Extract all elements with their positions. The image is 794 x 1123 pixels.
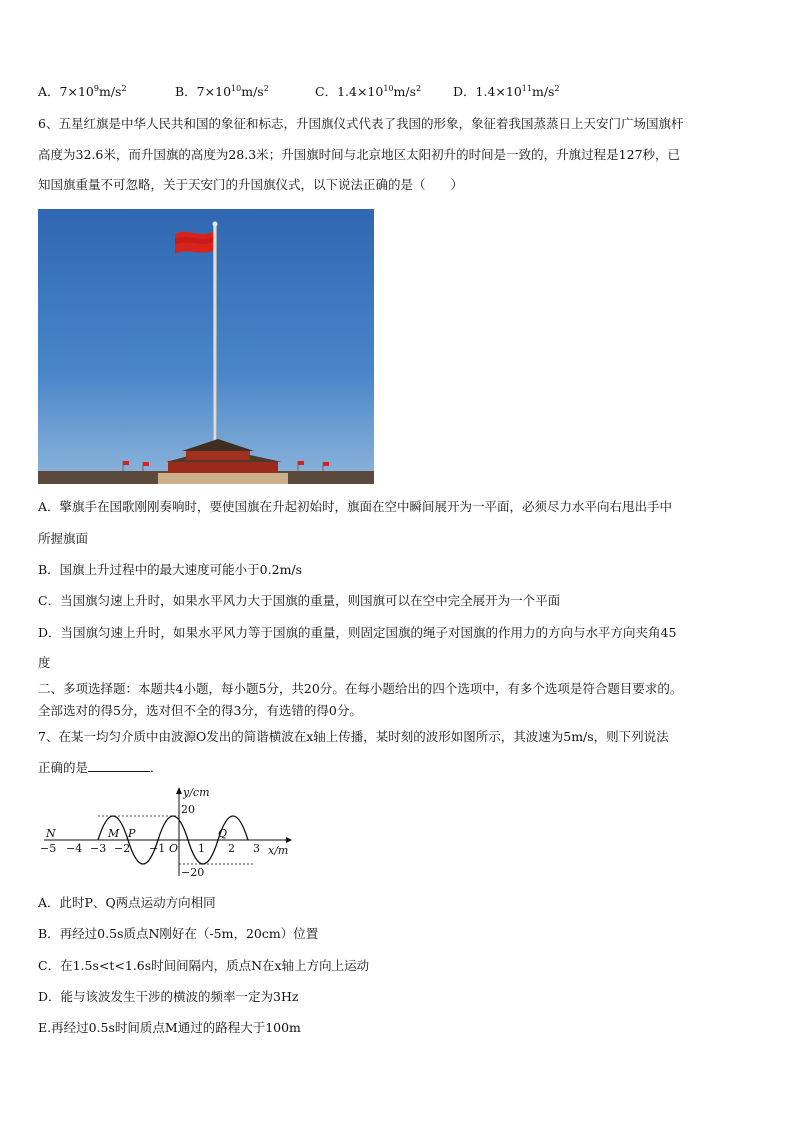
q7-option-b: B．再经过0.5s质点N刚好在（-5m，20cm）位置: [38, 926, 319, 941]
y-tick-bottom: −20: [181, 866, 205, 879]
x-tick: −1: [149, 842, 166, 855]
x-tick: 1: [198, 842, 205, 855]
point-p-label: P: [128, 827, 136, 840]
q5-options: [38, 82, 758, 100]
flag-raising-photo: [38, 209, 374, 484]
section2-heading: 二、多项选择题：本题共4小题，每小题5分，共20分。在每小题给出的四个选项中，有多个选项是符合题目要求的。: [38, 681, 683, 696]
x-tick: −4: [66, 842, 83, 855]
q5-option-b: B．$7\times 10^{10}m/s^2$: [175, 83, 269, 99]
x-tick: −3: [90, 842, 107, 855]
q6-stem-line-1: 6、五星红旗是中华人民共和国的象征和标志，升国旗仪式代表了我国的形象，象征着我国蒸蒸日上天安门广场国旗杆: [38, 116, 684, 131]
q7-stem-line-1: 7、在某一均匀介质中由波源O发出的简谐横波在x轴上传播，某时刻的波形如图所示，其波速为5m/s，则下列说法: [38, 729, 669, 744]
q7-stem-line-2: 正确的是 ．: [38, 760, 163, 775]
q6-option-d: D．当国旗匀速上升时，如果水平风力等于国旗的重量，则固定国旗的绳子对国旗的作用力的方向与水平方向夹角45: [38, 625, 677, 640]
q6-option-a: A．擎旗手在国歌刚刚奏响时，要使国旗在升起初始时，旗面在空中瞬间展开为一平面，必须尽力水平向右甩出手中: [38, 499, 673, 514]
point-q-label: Q: [218, 827, 228, 840]
q7-option-c: C．在1.5s<t<1.6s时间间隔内，质点N在x轴上方向上运动: [38, 958, 370, 973]
section2-instructions: 全部选对的得5分，选对但不全的得3分，有选错的得0分。: [38, 703, 362, 718]
x-tick: 3: [253, 842, 260, 855]
origin-label: O: [169, 842, 179, 855]
q6-option-d-cont: 度: [38, 655, 51, 670]
x-axis-label: x/m: [268, 844, 289, 857]
q6-stem-line-3: 知国旗重量不可忽略，关于天安门的升国旗仪式，以下说法正确的是（ ）: [38, 177, 464, 192]
q5-option-d: D．$1.4\times 10^{11}m/s^2$: [453, 83, 560, 99]
q7-option-d: D．能与该波发生干涉的横波的频率一定为3Hz: [38, 989, 299, 1004]
x-tick: 2: [228, 842, 235, 855]
x-tick: −5: [40, 842, 57, 855]
q5-option-c: C．$1.4\times 10^{10}m/s^2$: [315, 83, 422, 99]
q5-option-a: A．$7\times 10^9m/s^2$: [38, 83, 127, 99]
q7-option-e: E.再经过0.5s时间质点M通过的路程大于100m: [38, 1020, 301, 1035]
point-n-label: N: [46, 827, 56, 840]
x-tick: −2: [114, 842, 131, 855]
q6-option-a-cont: 所握旗面: [38, 531, 89, 546]
q6-option-b: B．国旗上升过程中的最大速度可能小于0.2m/s: [38, 562, 303, 577]
wave-figure: [38, 784, 298, 880]
q6-stem-line-2: 高度为32.6米，而升国旗的高度为28.3米；升国旗时间与北京地区太阳初升的时间是一致的，升旗过程是127秒，已: [38, 147, 681, 162]
q6-option-c: C．当国旗匀速上升时，如果水平风力大于国旗的重量，则国旗可以在空中完全展开为一个平面: [38, 593, 561, 608]
q7-option-a: A．此时P、Q两点运动方向相同: [38, 895, 216, 910]
point-m-label: M: [108, 827, 120, 840]
answer-blank: [88, 759, 150, 772]
y-axis-label: y/cm: [183, 786, 210, 799]
y-tick-top: 20: [181, 803, 195, 816]
